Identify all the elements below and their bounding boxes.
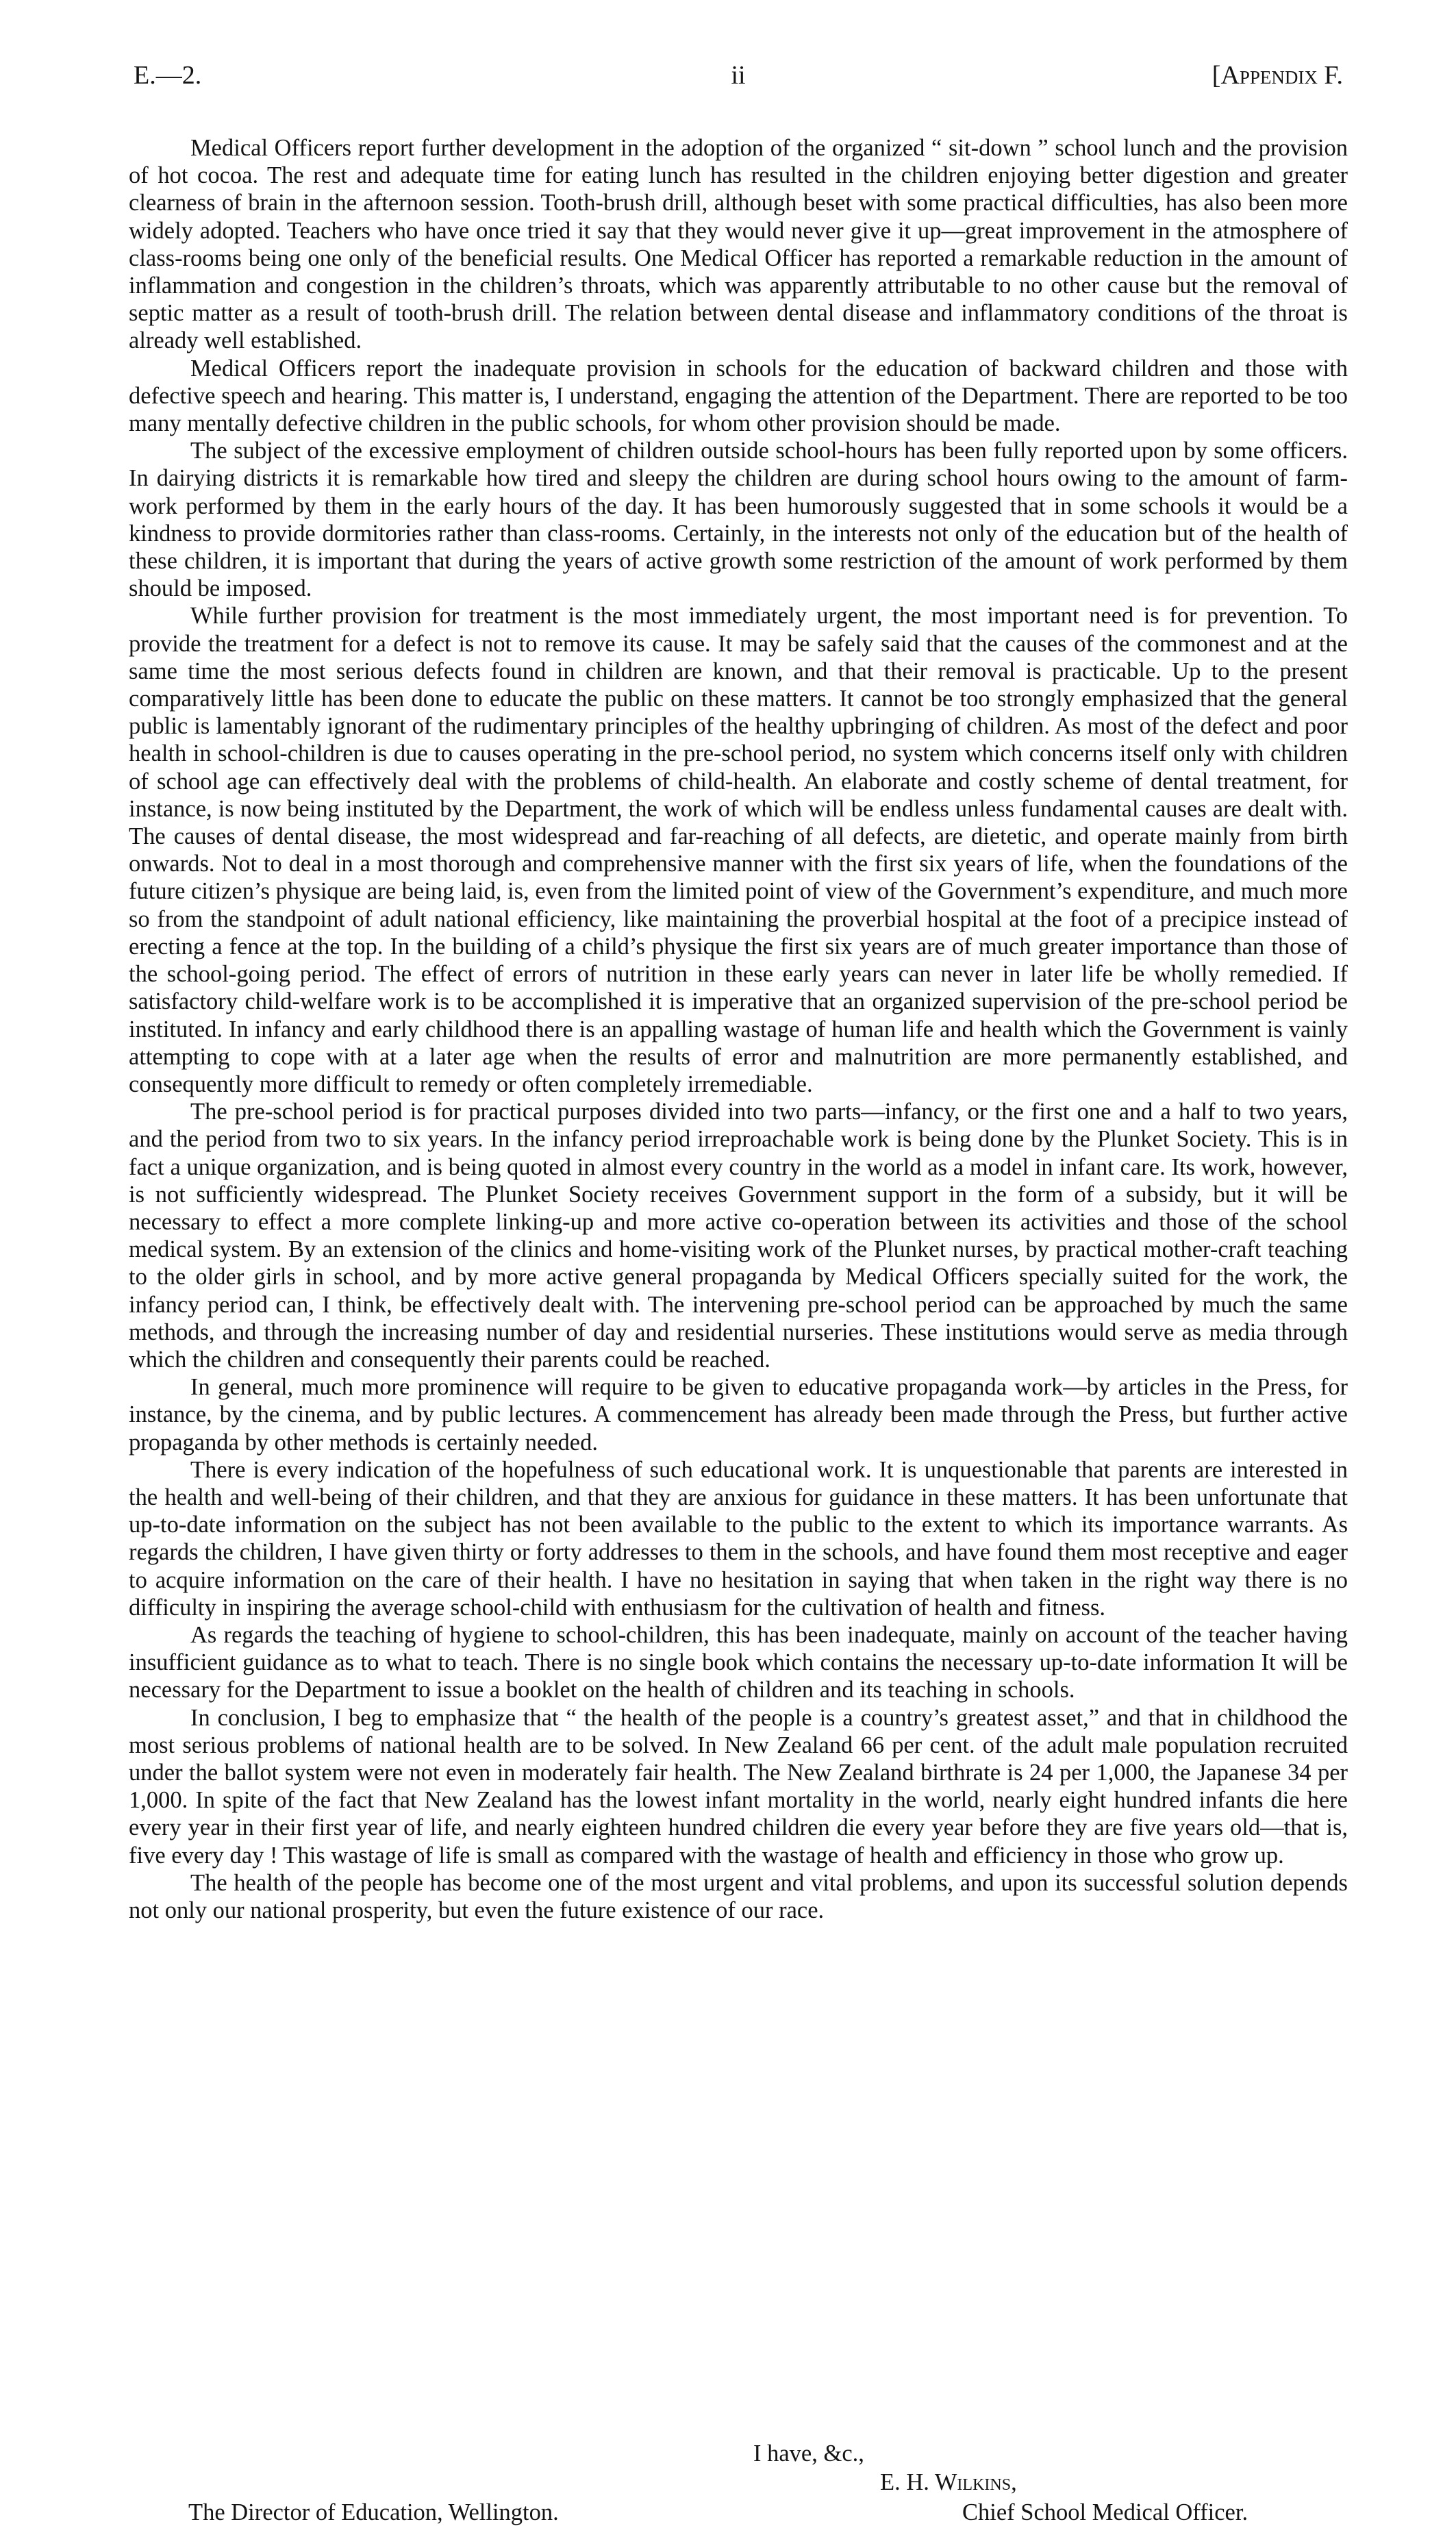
page-number: ii — [731, 61, 746, 90]
report-body — [129, 134, 1348, 1924]
addressee: The Director of Education, Wellington. — [188, 2499, 559, 2525]
paragraph: The pre-school period is for practical purposes divided into two parts—infancy, or the first one and a half to two years, and the period from two to six years. In the infancy period irreproachable work is being done by the Plunket Society. This is in fact a unique organization, and is being quoted in almost every country in the world as a model in infant care. Its work, however, is not sufficiently widespread. The Plunket Society receives Government support in the form of a subsidy, but it will be necessary to effect a more complete linking-up and more active co-operation between its activities and those of the school medical system. By an extension of the clinics and home-visiting work of the Plunket nurses, by practical mother-craft teaching to the older girls in school, and by more active general propaganda by Medical Officers specially suited for the work, the infancy period can, I think, be effectively dealt with. The intervening pre-school period can be approached by much the same methods, and through the increasing number of day and residential nurseries. These institutions would serve as media through which the children and consequently their parents could be reached. — [129, 1099, 1348, 1373]
document-reference: E.—2. — [134, 61, 202, 90]
paragraph: Medical Officers report the inadequate provision in schools for the education of backward children and those with defective speech and hearing. This matter is, I understand, engaging the attention of the Department. There are reported to be too many mentally defective children in the public schools, for whom other provision should be made. — [129, 355, 1348, 437]
paragraph: The health of the people has become one of the most urgent and vital problems, and upon its successful solution depends not only our national prosperity, but even the future existence of our race. — [129, 1869, 1348, 1923]
paragraph: The subject of the excessive employment of children outside school-hours has been fully reported upon by some officers. In dairying districts it is remarkable how tired and sleepy the children are during school hours owing to the amount of farm-work performed by them in the early hours of the day. It has been humorously suggested that in some schools it would be a kindness to provide dormitories rather than class-rooms. Certainly, in the interests not only of the education but of the health of these children, it is important that during the years of active growth some restriction of the amount of work performed by them should be imposed. — [129, 438, 1348, 602]
appendix-label: [Appendix F. — [1212, 61, 1343, 90]
paragraph: Medical Officers report further development in the adoption of the organized “ sit-down ” school lunch and the provision of hot cocoa. The rest and adequate time for eating lunch has resulted in the children enjoying better digestion and greater clearness of brain in the afternoon session. Tooth-brush drill, although beset with some practical difficulties, has also been more widely adopted. Teachers who have once tried it say that they would never give it up—great improvement in the atmosphere of class-rooms being one only of the beneficial results. One Medical Officer has reported a remarkable reduction in the amount of inflammation and congestion in the children’s throats, which was apparently attributable to no other cause but the removal of septic matter as a result of tooth-brush drill. The relation between dental disease and inflammatory conditions of the throat is already well established. — [129, 135, 1348, 354]
paragraph: In general, much more prominence will require to be given to educative propaganda work—by articles in the Press, for instance, by the cinema, and by public lectures. A commencement has already been made through the Press, but further active propaganda by other methods is certainly needed. — [129, 1374, 1348, 1456]
paragraph: As regards the teaching of hygiene to school-children, this has been inadequate, mainly on account of the teacher having insufficient guidance as to what to teach. There is no single book which contains the necessary up-to-date information It will be necessary for the Department to issue a booklet on the health of children and its teaching in schools. — [129, 1621, 1348, 1703]
paragraph: In conclusion, I beg to emphasize that “ the health of the people is a country’s greatest asset,” and that in childhood the most serious problems of national health are to be solved. In New Zealand 66 per cent. of the adult male population recruited under the ballot system were not even in moderately fair health. The New Zealand birthrate is 24 per 1,000, the Japanese 34 per 1,000. In spite of the fact that New Zealand has the lowest infant mortality in the world, nearly eight hundred infants die here every year in their first year of life, and nearly eighteen hundred children die every year before they are five years old—that is, five every day ! This wastage of life is small as compared with the wastage of health and efficiency in those who grow up. — [129, 1704, 1348, 1869]
paragraph: While further provision for treatment is the most immediately urgent, the most important need is for prevention. To provide the treatment for a defect is not to remove its cause. It may be safely said that the causes of the commonest and at the same time the most serious defects found in children are known, and that their removal is practicable. Up to the present comparatively little has been done to educate the public on these matters. It cannot be too strongly emphasized that the general public is lamentably ignorant of the rudimentary principles of the healthy upbringing of children. As most of the defect and poor health in school-children is due to causes operating in the pre-school period, no system which concerns itself only with children of school age can effectively deal with the problems of child-health. An elaborate and costly scheme of dental treatment, for instance, is now being instituted by the Department, the work of which will be endless unless fundamental causes are dealt with. The causes of dental disease, the most widespread and far-reaching of all defects, are dietetic, and operate mainly from birth onwards. Not to deal in a most thorough and comprehensive manner with the first six years of life, when the foundations of the future citizen’s physique are being laid, is, even from the limited point of view of the Government’s expenditure, and much more so from the standpoint of adult national efficiency, like maintaining the proverbial hospital at the foot of a precipice instead of erecting a fence at the top. In the building of a child’s physique the first six years are of much greater importance than those of the school-going period. The effect of errors of nutrition in these early years can never in later life be wholly remedied. If satisfactory child-welfare work is to be accomplished it is imperative that an organized supervision of the pre-school period be instituted. In infancy and early childhood there is an appalling wastage of human life and health which the Government is vainly attempting to cope with at a later age when the results of error and malnutrition are more permanently established, and consequently more difficult to remedy or often completely irremediable. — [129, 603, 1348, 1097]
signatory-name: E. H. Wilkins, — [880, 2469, 1017, 2495]
signature-closing: I have, &c., — [753, 2440, 864, 2466]
page-header — [134, 60, 1343, 101]
signatory-title: Chief School Medical Officer. — [962, 2499, 1248, 2525]
paragraph: There is every indication of the hopefulness of such educational work. It is unquestionable that parents are interested in the health and well-being of their children, and that they are anxious for guidance in these matters. It has been unfortunate that up-to-date information on the subject has not been available to the public to the extent to which its importance warrants. As regards the children, I have given thirty or forty addresses to them in the schools, and have found them most receptive and eager to acquire information on the care of their health. I have no hesitation in saying that when taken in the right way there is no difficulty in inspiring the average school-child with enthusiasm for the cultivation of health and fitness. — [129, 1456, 1348, 1621]
